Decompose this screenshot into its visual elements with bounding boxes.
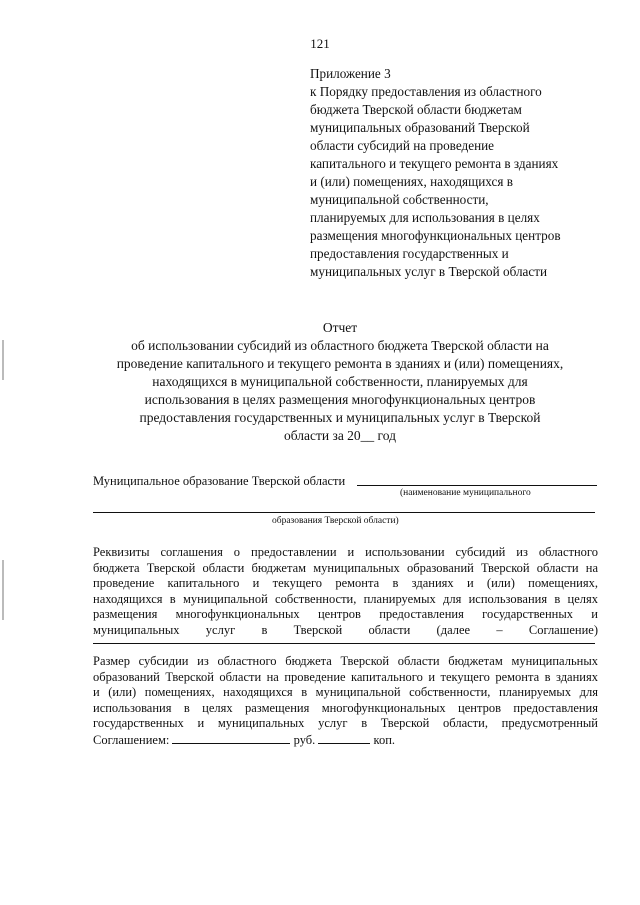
appendix-line: к Порядку предоставления из областного	[310, 84, 542, 99]
scan-margin-mark	[2, 560, 4, 620]
subsidy-amount-line	[93, 732, 598, 749]
paragraph-line: находящихся в муниципальной собственности, планируемых для использования в целях	[93, 591, 598, 606]
appendix-line: бюджета Тверской области бюджетам	[310, 102, 522, 117]
appendix-line: капитального и текущего ремонта в зданиях	[310, 156, 559, 171]
appendix-line: муниципальных образований Тверской	[310, 120, 530, 135]
page-number: 121	[310, 36, 330, 51]
municipality-label: Муниципальное образование Тверской области	[93, 474, 346, 488]
paragraph-line: размещения многофункциональных центров предоставления государственных и	[93, 607, 598, 621]
paragraph-line: Реквизиты соглашения о предоставлении и использовании субсидий из областного	[93, 545, 598, 559]
paragraph-line: государственных и муниципальных услуг в Тверской области, предусмотренный	[93, 716, 598, 730]
municipality-name-field-continued[interactable]	[93, 512, 595, 513]
appendix-line: и (или) помещениях, находящихся в	[310, 174, 513, 189]
paragraph-line: бюджета Тверской области бюджетам муниципальных образований Тверской области на	[93, 560, 598, 575]
scan-margin-mark	[2, 340, 4, 380]
appendix-line: муниципальных услуг в Тверской области	[310, 264, 548, 279]
appendix-line: размещения многофункциональных центров	[310, 228, 561, 243]
agreement-label: Соглашением:	[93, 732, 170, 747]
appendix-line: Приложение 3	[310, 66, 391, 81]
paragraph-line: муниципальных услуг в Тверской области (далее – Соглашение)	[93, 622, 598, 637]
agreement-requisites-paragraph	[93, 545, 598, 638]
appendix-line: муниципальной собственности,	[310, 192, 489, 207]
report-title-line: находящихся в муниципальной собственности, планируемых для	[152, 374, 528, 389]
appendix-line: предоставления государственных и	[310, 246, 509, 261]
appendix-line: области субсидий на проведение	[310, 138, 495, 153]
report-title-line: проведение капитального и текущего ремонта в зданиях и (или) помещениях,	[116, 356, 564, 371]
appendix-heading	[310, 65, 610, 281]
kopecks-label: коп.	[373, 732, 396, 747]
report-title-line: предоставления государственных и муниципальных услуг в Тверской	[139, 410, 541, 425]
rubles-field[interactable]	[172, 732, 290, 744]
municipality-hint: (наименование муниципального	[400, 488, 531, 498]
rubles-label: руб.	[293, 732, 316, 747]
subsidy-amount-paragraph	[93, 654, 598, 748]
report-title-line: об использовании субсидий из областного бюджета Тверской области на	[131, 338, 549, 353]
paragraph-line: Размер субсидии из областного бюджета Тверской области бюджетам муниципальных	[93, 654, 598, 668]
appendix-line: планируемых для использования в целях	[310, 210, 540, 225]
paragraph-line: образований Тверской области на проведение капитального и текущего ремонта в зданиях	[93, 669, 598, 684]
paragraph-line: и (или) помещениях, находящихся в муниципальной собственности, планируемых для	[93, 685, 598, 699]
municipality-hint-continued: образования Тверской области)	[272, 516, 399, 526]
paragraph-line: использования в целях размещения многофункциональных центров предоставления	[93, 700, 598, 715]
report-title-line: области за 20__ год	[283, 428, 396, 443]
kopecks-field[interactable]	[318, 732, 370, 744]
agreement-requisites-field[interactable]	[93, 643, 595, 644]
paragraph-line: проведение капитального и текущего ремонта в зданиях и (или) помещениях,	[93, 576, 598, 590]
report-title	[60, 319, 620, 445]
municipality-name-field[interactable]	[357, 485, 597, 486]
report-title-line: Отчет	[322, 320, 358, 335]
report-title-line: использования в целях размещения многофункциональных центров	[144, 392, 536, 407]
